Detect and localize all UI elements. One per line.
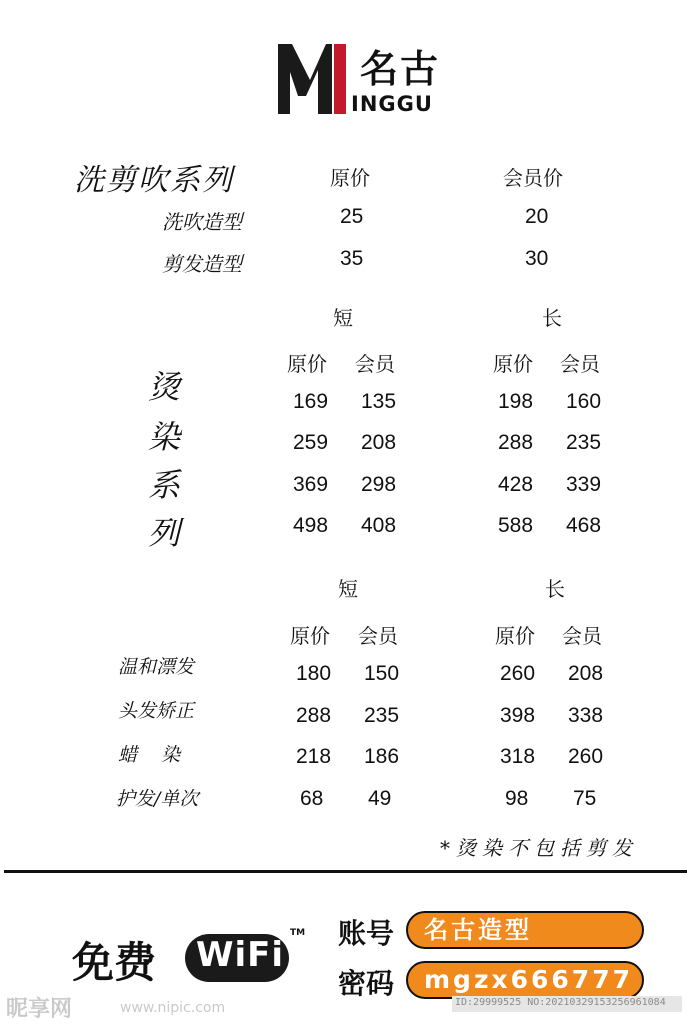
perm-short-member-price: 135 [361, 390, 397, 413]
treatment-long-original-price: 260 [500, 662, 536, 685]
treatment-long-original-price: 98 [505, 787, 529, 810]
password-label: 密码 [338, 967, 395, 1000]
perm-long-original-price: 198 [498, 390, 534, 413]
wash-cut-row-label: 洗吹造型 [162, 210, 242, 234]
treatment-short-member-price: 186 [364, 745, 400, 768]
perm-title-char: 染 [148, 418, 181, 456]
perm-short-header: 短 [333, 306, 353, 330]
perm-long-header: 长 [542, 306, 562, 330]
treatment-row-label: 温和漂发 [118, 656, 195, 678]
treatment-row-label: 蜡 染 [118, 744, 181, 766]
brand-logo-mark [276, 40, 348, 116]
perm-long-member-header: 会员 [560, 352, 600, 376]
perm-long-member-price: 339 [566, 473, 602, 496]
perm-long-original-header: 原价 [493, 352, 533, 376]
treatment-long-original-header: 原价 [495, 624, 535, 648]
treatment-short-header: 短 [338, 577, 358, 601]
treatment-long-member-header: 会员 [562, 624, 602, 648]
wash-cut-member-price: 30 [525, 247, 549, 270]
treatment-short-member-price: 150 [364, 662, 400, 685]
perm-long-member-price: 160 [566, 390, 602, 413]
wash-cut-original-price: 35 [340, 247, 364, 270]
treatment-long-member-price: 75 [573, 787, 597, 810]
wash-cut-member-price: 20 [525, 205, 549, 228]
watermark-site: 昵享网 [6, 997, 73, 1022]
watermark-id: ID:29999525 NO:20210329153256961084 [455, 997, 666, 1008]
treatment-short-original-price: 180 [296, 662, 332, 685]
treatment-short-member-price: 235 [364, 704, 400, 727]
treatment-long-original-price: 398 [500, 704, 536, 727]
perm-long-original-price: 588 [498, 514, 534, 537]
password-value-pill: mgzx666777 [406, 961, 644, 999]
wash-cut-original-price: 25 [340, 205, 364, 228]
perm-title-char: 系 [148, 466, 181, 504]
treatment-long-member-price: 338 [568, 704, 604, 727]
brand-name-cn: 名古 [360, 47, 441, 91]
treatment-short-original-price: 68 [300, 787, 324, 810]
perm-short-member-price: 298 [361, 473, 397, 496]
perm-long-original-price: 288 [498, 431, 534, 454]
perm-short-member-header: 会员 [355, 352, 395, 376]
treatment-row-label: 护发/单次 [116, 788, 199, 810]
perm-short-original-price: 369 [293, 473, 329, 496]
perm-note: *烫染不包括剪发 [440, 836, 638, 860]
perm-long-original-price: 428 [498, 473, 534, 496]
section-divider [4, 870, 687, 873]
treatment-short-member-header: 会员 [358, 624, 398, 648]
treatment-long-member-price: 260 [568, 745, 604, 768]
treatment-long-original-price: 318 [500, 745, 536, 768]
wash-cut-title: 洗剪吹系列 [74, 163, 234, 198]
wash-cut-row-label: 剪发造型 [162, 252, 242, 276]
perm-short-member-price: 408 [361, 514, 397, 537]
treatment-short-original-header: 原价 [290, 624, 330, 648]
wifi-trademark: TM [290, 928, 306, 938]
treatment-long-header: 长 [545, 577, 565, 601]
brand-name-en: INGGU [351, 92, 433, 116]
account-value-pill: 名古造型 [406, 911, 644, 949]
perm-long-member-price: 235 [566, 431, 602, 454]
perm-short-original-price: 498 [293, 514, 329, 537]
perm-title-char: 列 [148, 514, 181, 552]
treatment-short-original-price: 288 [296, 704, 332, 727]
watermark-url: www.nipic.com [120, 1000, 226, 1016]
perm-short-original-price: 169 [293, 390, 329, 413]
wifi-icon: WiFi [196, 935, 285, 975]
perm-long-member-price: 468 [566, 514, 602, 537]
treatment-short-member-price: 49 [368, 787, 392, 810]
treatment-row-label: 头发矫正 [118, 700, 195, 722]
perm-title-char: 烫 [148, 368, 181, 406]
perm-short-original-header: 原价 [287, 352, 327, 376]
account-label: 账号 [338, 917, 395, 950]
wash-cut-original-header: 原价 [330, 166, 370, 190]
treatment-short-original-price: 218 [296, 745, 332, 768]
perm-short-member-price: 208 [361, 431, 397, 454]
perm-short-original-price: 259 [293, 431, 329, 454]
treatment-long-member-price: 208 [568, 662, 604, 685]
wash-cut-member-header: 会员价 [503, 166, 563, 190]
free-wifi-label: 免费 [72, 938, 157, 987]
